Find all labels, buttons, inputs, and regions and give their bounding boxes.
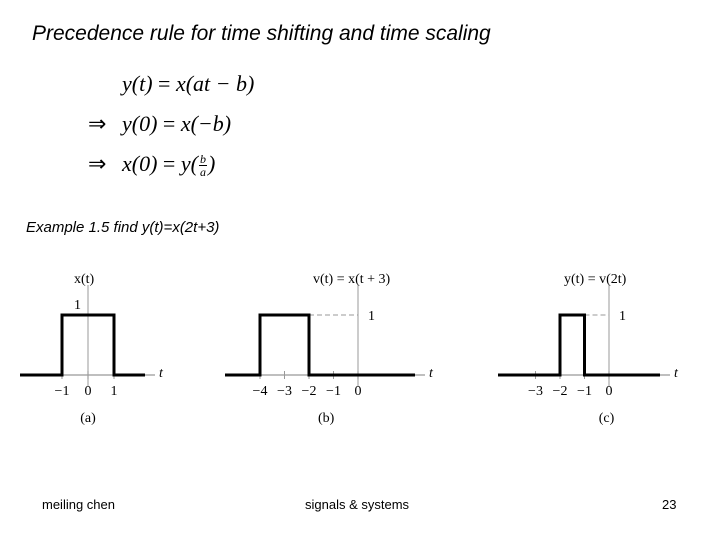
level-label: 1 <box>619 309 626 324</box>
slide-title: Precedence rule for time shifting and time scaling <box>32 22 491 45</box>
tick-label: 0 <box>605 384 613 399</box>
level-label: 1 <box>74 298 81 313</box>
figure-caption: (c) <box>598 411 615 426</box>
figure-caption: (a) <box>80 411 96 426</box>
fraction-denominator: a <box>199 165 206 180</box>
plot-c <box>498 272 679 426</box>
fraction-numerator: b <box>199 152 206 167</box>
implies-arrow: ⇒ <box>88 111 107 136</box>
equation-block <box>88 64 254 184</box>
tick-label: −3 <box>277 384 292 399</box>
y-axis-label: y(t) = v(2t) <box>564 272 627 287</box>
equation-1: y(t) = x(at − b) <box>122 71 255 96</box>
footer-page-number: 23 <box>662 497 677 512</box>
fraction <box>199 153 207 178</box>
eq3-rhs-suffix: ) <box>207 151 216 176</box>
tick-label: 0 <box>354 384 362 399</box>
x-axis-label: t <box>429 366 433 381</box>
plot-b <box>225 272 434 426</box>
tick-label: −1 <box>577 384 592 399</box>
eq1-lhs: y(t) <box>122 71 153 96</box>
implies-arrow: ⇒ <box>88 151 107 176</box>
tick-label: −1 <box>54 384 70 399</box>
tick-label: −1 <box>326 384 341 399</box>
pulse-signal <box>20 315 145 375</box>
x-axis-label: t <box>674 366 678 381</box>
tick-label: −4 <box>252 384 268 399</box>
eq3-lhs: x(0) <box>122 151 158 176</box>
pulse-figures <box>0 255 720 445</box>
equation-2: ⇒ y(0) = x(−b) <box>88 104 254 144</box>
eq2-lhs: y(0) <box>122 111 158 136</box>
pulse-signal <box>225 315 415 375</box>
y-axis-label: v(t) = x(t + 3) <box>313 272 391 287</box>
level-label: 1 <box>368 309 375 324</box>
pulse-signal <box>498 315 660 375</box>
x-axis-label: t <box>159 366 163 381</box>
figure-caption: (b) <box>317 411 335 426</box>
example-heading: Example 1.5 find y(t)=x(2t+3) <box>26 219 220 236</box>
tick-label: 0 <box>84 384 92 399</box>
tick-label: −3 <box>528 384 543 399</box>
tick-label: 1 <box>110 384 118 399</box>
eq3-rhs-prefix: y( <box>180 151 198 176</box>
equation-3: ⇒ x(0) = y( $\frac{b}{a}$ ) <box>88 144 254 184</box>
tick-label: −2 <box>552 384 568 399</box>
y-axis-label: x(t) <box>74 272 95 287</box>
tick-label: −2 <box>301 384 317 399</box>
plot-a <box>20 272 164 426</box>
footer-course: signals & systems <box>305 497 410 512</box>
eq1-rhs: x(at − b) <box>175 71 255 96</box>
footer-author: meiling chen <box>42 497 115 512</box>
eq2-rhs: x(−b) <box>180 111 232 136</box>
